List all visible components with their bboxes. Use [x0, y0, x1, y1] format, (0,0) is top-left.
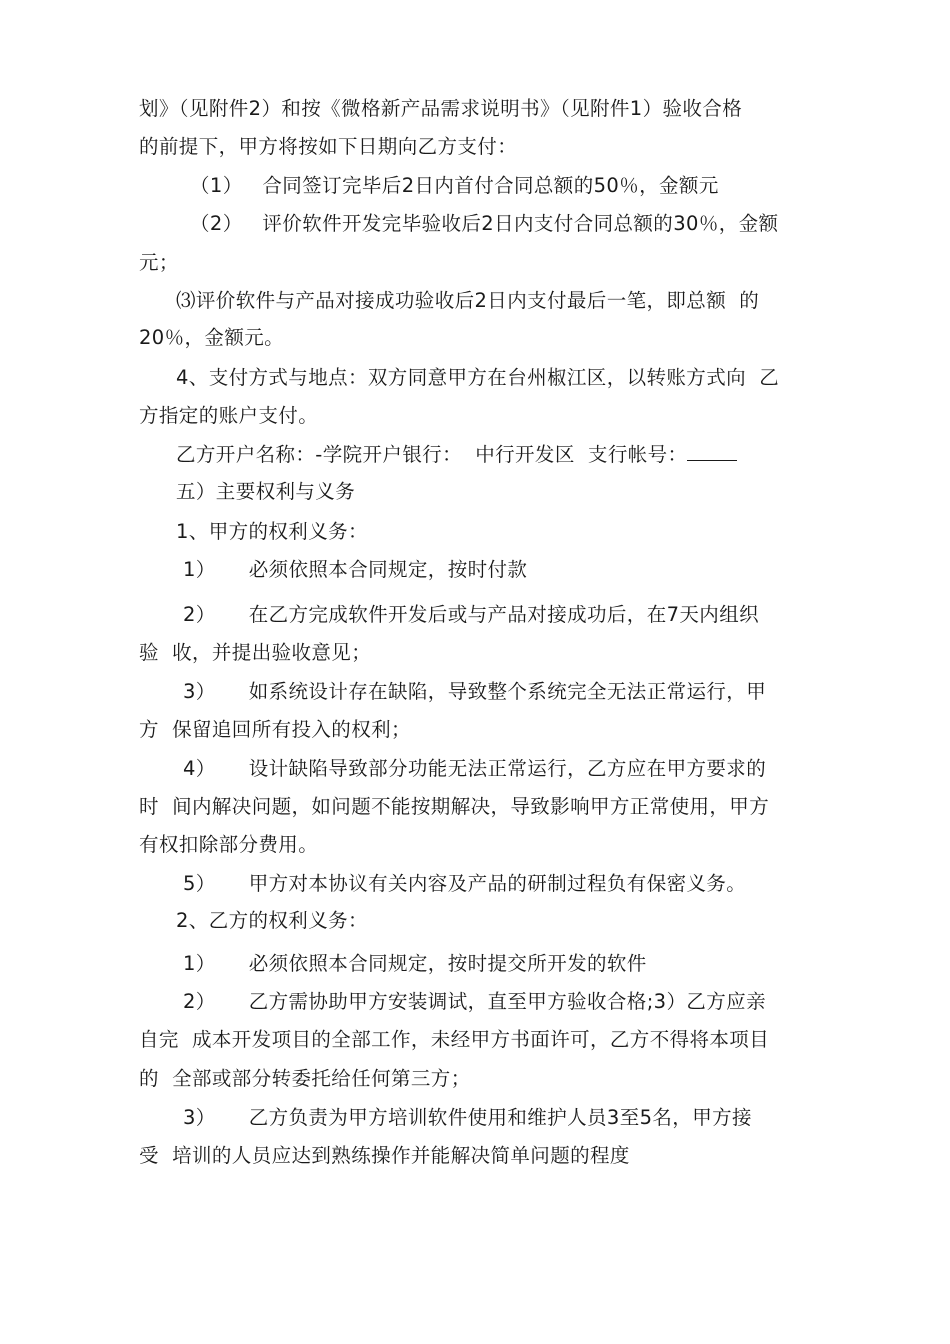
text-line: 1） 必须依照本合同规定，按时付款 — [183, 558, 528, 581]
text-line: 4） 设计缺陷导致部分功能无法正常运行，乙方应在甲方要求的 — [183, 757, 767, 780]
text-line: 20％，金额元。 — [139, 326, 285, 349]
account-line — [176, 442, 950, 467]
text-line: 划》（见附件2）和按《微格新产品需求说明书》（见附件1）验收合格 — [139, 97, 743, 120]
text-line: 4、支付方式与地点：双方同意甲方在台州椒江区，以转账方式向 乙 — [176, 366, 780, 389]
text-line: 自完 成本开发项目的全部工作，未经甲方书面许可，乙方不得将本项目 — [139, 1028, 770, 1051]
text-line: 方 保留追回所有投入的权利； — [139, 718, 411, 741]
text-line: 验 收，并提出验收意见； — [139, 641, 372, 664]
text-line: 的前提下，甲方将按如下日期向乙方支付： — [139, 135, 518, 158]
text-line: 元； — [139, 251, 179, 274]
section-heading: 五）主要权利与义务 — [176, 480, 356, 503]
text-line: 的 全部或部分转委托给任何第三方； — [139, 1067, 471, 1090]
text-line: 5） 甲方对本协议有关内容及产品的研制过程负有保密义务。 — [183, 872, 747, 895]
text-line: （2） 评价软件开发完毕验收后2日内支付合同总额的30％，金额 — [190, 212, 779, 235]
text-line: 受 培训的人员应达到熟练操作并能解决简单问题的程度 — [139, 1144, 630, 1167]
account-number-blank — [687, 442, 737, 461]
text-line: （1） 合同签订完毕后2日内首付合同总额的50％，金额元 — [190, 174, 719, 197]
text-line: 1） 必须依照本合同规定，按时提交所开发的软件 — [183, 952, 647, 975]
text-line: 2） 在乙方完成软件开发后或与产品对接成功后，在7天内组织 — [183, 603, 760, 626]
text-line: 时 间内解决问题，如问题不能按期解决，导致影响甲方正常使用，甲方 — [139, 795, 770, 818]
text-line: 乙方开户名称：-学院开户银行： 中行开发区 支行帐号： — [176, 443, 688, 466]
text-line: 方指定的账户支付。 — [139, 404, 319, 427]
text-line: ⑶评价软件与产品对接成功验收后2日内支付最后一笔，即总额 的 — [176, 289, 760, 312]
text-line: 3） 乙方负责为甲方培训软件使用和维护人员3至5名，甲方接 — [183, 1106, 752, 1129]
text-line: 2） 乙方需协助甲方安装调试，直至甲方验收合格;3）乙方应亲 — [183, 990, 766, 1013]
text-line: 3） 如系统设计存在缺陷，导致整个系统完全无法正常运行，甲 — [183, 680, 767, 703]
text-line: 1、甲方的权利义务： — [176, 520, 368, 543]
text-line: 有权扣除部分费用。 — [139, 833, 319, 856]
text-line: 2、乙方的权利义务： — [176, 909, 368, 932]
